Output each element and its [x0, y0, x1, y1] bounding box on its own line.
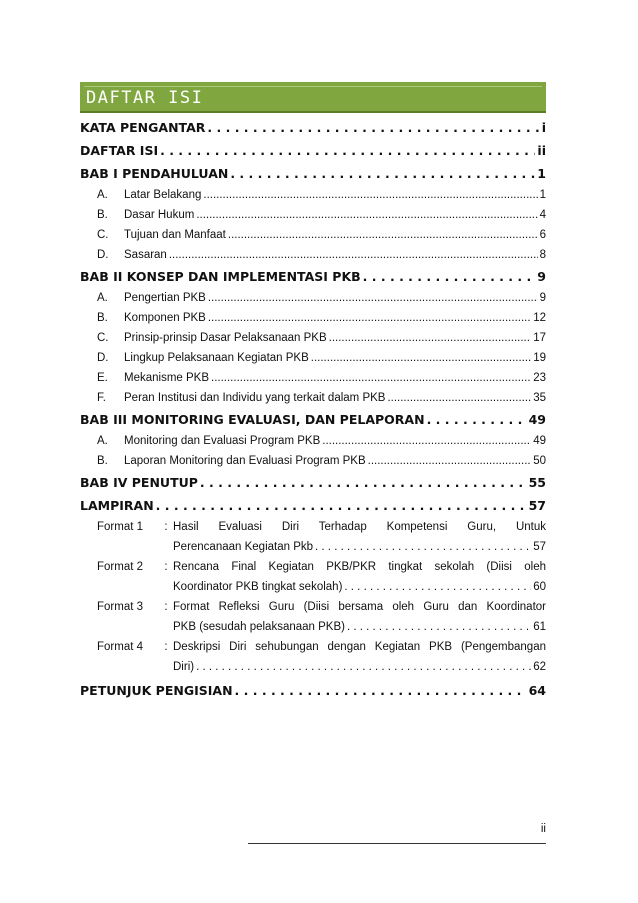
dot-leader	[208, 288, 538, 308]
toc-entry-page: 50	[533, 455, 546, 467]
toc-entry-page: 55	[528, 475, 546, 490]
toc-main-entry	[80, 494, 546, 517]
toc-sub-entry	[80, 451, 546, 471]
toc-entry-label: Sasaran	[124, 249, 167, 261]
toc-sub-entry	[80, 288, 546, 308]
toc-entry-page: 35	[533, 392, 546, 404]
toc-entry-label: BAB II KONSEP DAN IMPLEMENTASI PKB	[80, 269, 361, 284]
toc-entry-page: 61	[533, 621, 546, 633]
toc-main-entry	[80, 162, 546, 185]
dot-leader	[387, 388, 531, 408]
toc-entry-page: i	[541, 120, 546, 135]
format-colon: :	[164, 561, 168, 573]
toc-entry-page: 1	[537, 166, 546, 181]
toc-entry-page: 64	[528, 683, 546, 698]
toc-entry-label: Dasar Hukum	[124, 209, 195, 221]
toc-sub-entry	[80, 185, 546, 205]
toc-main-entry	[80, 116, 546, 139]
toc-sub-letter: E.	[97, 372, 108, 384]
toc-entry-label: Pengertian PKB	[124, 292, 206, 304]
toc-entry-page: 9	[539, 292, 546, 304]
dot-leader	[196, 205, 537, 225]
toc-sub-letter: D.	[97, 352, 109, 364]
toc-entry-label: BAB III MONITORING EVALUASI, DAN PELAPORAN	[80, 412, 425, 427]
toc-main-entry	[80, 408, 546, 431]
table-of-contents	[80, 116, 546, 702]
dot-leader	[207, 116, 539, 139]
toc-main-entry	[80, 139, 546, 162]
header-inner-rule	[84, 86, 542, 87]
dot-leader	[203, 185, 537, 205]
toc-entry-page: 62	[533, 661, 546, 673]
toc-entry-page: 17	[533, 332, 546, 344]
dot-leader	[208, 308, 531, 328]
toc-header-band	[80, 82, 546, 113]
format-colon: :	[164, 521, 168, 533]
format-description-continued: Diri)	[173, 661, 195, 673]
format-entry-line	[97, 637, 546, 657]
dot-leader	[156, 494, 527, 517]
dot-leader	[315, 537, 531, 557]
format-entry-line	[97, 557, 546, 577]
format-description: Deskripsi Diri sehubungan dengan Kegiatan PKB (Pengembangan	[173, 641, 546, 653]
toc-sub-entry	[80, 431, 546, 451]
toc-entry-label: Komponen PKB	[124, 312, 206, 324]
toc-entry-page: 8	[539, 249, 546, 261]
toc-sub-entry	[80, 328, 546, 348]
dot-leader	[211, 368, 531, 388]
toc-entry-label: Latar Belakang	[124, 189, 202, 201]
toc-entry-page: 49	[533, 435, 546, 447]
toc-entry-page: 1	[539, 189, 546, 201]
toc-sub-letter: A.	[97, 189, 108, 201]
toc-entry-page: 23	[533, 372, 546, 384]
format-entry-continuation	[97, 657, 546, 677]
dot-leader	[230, 162, 535, 185]
appendix-format-list	[80, 517, 546, 677]
format-description-continued: Perencanaan Kegiatan Pkb	[173, 541, 314, 553]
toc-sub-letter: B.	[97, 312, 108, 324]
format-description: Format Refleksi Guru (Diisi bersama oleh Guru dan Koordinator	[173, 601, 546, 613]
toc-entry-label: BAB IV PENUTUP	[80, 475, 198, 490]
toc-main-entry	[80, 471, 546, 494]
toc-entry-page: 9	[537, 269, 546, 284]
dot-leader	[200, 471, 527, 494]
dot-leader	[311, 348, 531, 368]
toc-entry-label: Prinsip-prinsip Dasar Pelaksanaan PKB	[124, 332, 327, 344]
dot-leader	[427, 408, 527, 431]
toc-sub-entry	[80, 348, 546, 368]
format-description-continued: PKB (sesudah pelaksanaan PKB)	[173, 621, 345, 633]
dot-leader	[235, 679, 527, 702]
toc-entry-page: 12	[533, 312, 546, 324]
format-description-continued: Koordinator PKB tingkat sekolah)	[173, 581, 343, 593]
format-colon: :	[164, 601, 168, 613]
dot-leader	[363, 265, 536, 288]
dot-leader	[347, 617, 531, 637]
toc-sub-letter: D.	[97, 249, 109, 261]
dot-leader	[322, 431, 531, 451]
toc-sub-letter: B.	[97, 455, 108, 467]
toc-main-entry	[80, 679, 546, 702]
toc-entry-label: Tujuan dan Manfaat	[124, 229, 226, 241]
toc-entry-page: 6	[539, 229, 546, 241]
toc-sub-entry	[80, 225, 546, 245]
toc-entry-label: PETUNJUK PENGISIAN	[80, 683, 233, 698]
format-entry-line	[97, 597, 546, 617]
footer-rule	[248, 843, 546, 844]
toc-entry-label: KATA PENGANTAR	[80, 120, 206, 135]
dot-leader	[329, 328, 532, 348]
dot-leader	[196, 657, 531, 677]
toc-sub-entry	[80, 368, 546, 388]
toc-title: DAFTAR ISI	[86, 88, 204, 108]
toc-entry-page: 4	[539, 209, 546, 221]
toc-entry-label: Laporan Monitoring dan Evaluasi Program PKB	[124, 455, 366, 467]
toc-entry-page: 60	[533, 581, 546, 593]
toc-main-entry	[80, 265, 546, 288]
toc-sub-entry	[80, 205, 546, 225]
format-label: Format 4	[97, 641, 144, 653]
toc-entry-label: Monitoring dan Evaluasi Program PKB	[124, 435, 321, 447]
toc-sub-letter: A.	[97, 292, 108, 304]
format-entry-continuation	[97, 617, 546, 637]
format-label: Format 1	[97, 521, 144, 533]
toc-sub-letter: A.	[97, 435, 108, 447]
toc-entry-label: Peran Institusi dan Individu yang terkait dalam PKB	[124, 392, 386, 404]
toc-sub-entry	[80, 388, 546, 408]
toc-sub-letter: C.	[97, 332, 109, 344]
toc-entry-page: 57	[533, 541, 546, 553]
toc-sub-entry	[80, 308, 546, 328]
toc-sub-letter: F.	[97, 392, 106, 404]
format-description: Hasil Evaluasi Diri Terhadap Kompetensi Guru, Untuk	[173, 521, 546, 533]
toc-entry-page: ii	[537, 143, 546, 158]
toc-entry-page: 49	[528, 412, 546, 427]
toc-entry-label: Mekanisme PKB	[124, 372, 210, 384]
format-entry-line	[97, 517, 546, 537]
format-colon: :	[164, 641, 168, 653]
toc-entry-label: BAB I PENDAHULUAN	[80, 166, 229, 181]
dot-leader	[344, 577, 531, 597]
toc-entry-page: 19	[533, 352, 546, 364]
format-description: Rencana Final Kegiatan PKB/PKR tingkat sekolah (Diisi oleh	[173, 561, 546, 573]
format-entry-continuation	[97, 577, 546, 597]
dot-leader	[368, 451, 532, 471]
toc-entry-label: DAFTAR ISI	[80, 143, 159, 158]
format-label: Format 2	[97, 561, 144, 573]
toc-sub-letter: B.	[97, 209, 108, 221]
dot-leader	[169, 245, 538, 265]
toc-sub-letter: C.	[97, 229, 109, 241]
dot-leader	[160, 139, 535, 162]
format-label: Format 3	[97, 601, 144, 613]
dot-leader	[228, 225, 538, 245]
footer-page-number: ii	[540, 823, 546, 835]
toc-entry-label: Lingkup Pelaksanaan Kegiatan PKB	[124, 352, 309, 364]
toc-entry-page: 57	[528, 498, 546, 513]
toc-entry-label: LAMPIRAN	[80, 498, 154, 513]
toc-sub-entry	[80, 245, 546, 265]
format-entry-continuation	[97, 537, 546, 557]
